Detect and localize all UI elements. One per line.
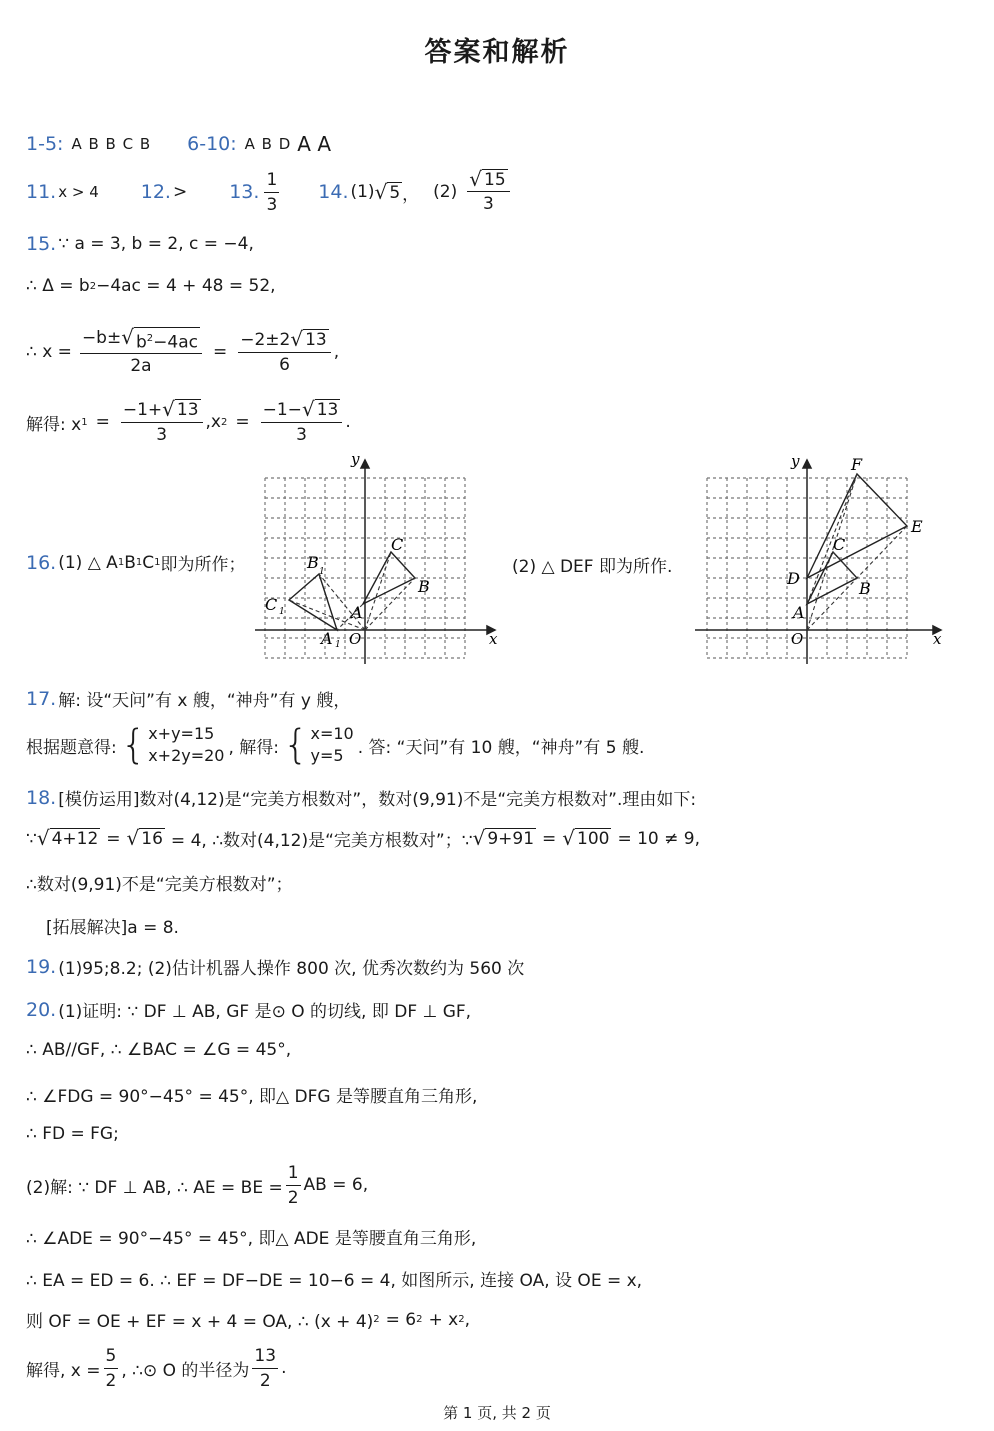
- numerator: −b± √ $b^2-4ac$: [80, 326, 202, 355]
- denominator: 2a: [130, 356, 152, 377]
- subscript: 2: [221, 416, 228, 428]
- point-label-c: C: [833, 535, 846, 554]
- punctuation: ,: [333, 342, 340, 362]
- fraction: [286, 1161, 301, 1210]
- answers-choice: [26, 132, 331, 156]
- axes: [255, 460, 495, 664]
- solution-text: 则 OF = OE + EF = x + 4 = OA, ∴ (x + 4): [26, 1312, 374, 1332]
- question-number: 19.: [26, 955, 57, 978]
- solution-text: ∵ a = 3, b = 2, c = −4,: [58, 234, 254, 254]
- q20-line8: [26, 1307, 470, 1332]
- question-number: 18.: [26, 786, 57, 809]
- equals: =: [542, 828, 557, 849]
- subscript: 1: [154, 557, 161, 568]
- subscript: 1: [319, 567, 325, 577]
- part-label: (2): [433, 182, 458, 202]
- point-label-f: F: [851, 455, 863, 474]
- exponent: 2: [416, 1314, 423, 1325]
- solution-text: ∵: [26, 828, 37, 849]
- q20-line5: [26, 1160, 368, 1210]
- solution-text: C: [142, 552, 155, 573]
- denominator: 3: [483, 194, 494, 214]
- question-number: 20.: [26, 998, 57, 1021]
- equation: x+2y=20: [148, 746, 225, 765]
- equals: =: [95, 412, 110, 432]
- square-root: √ 9+91: [472, 826, 535, 850]
- denominator: 2: [105, 1370, 117, 1391]
- point-label-e: E: [911, 517, 923, 536]
- question-number: 15.: [26, 233, 57, 255]
- q20-line4: [26, 1124, 119, 1144]
- axis-label-y: y: [791, 452, 800, 470]
- fraction: [264, 168, 279, 217]
- solution-text: = 6: [385, 1309, 417, 1330]
- q15-line4: [26, 394, 351, 450]
- question-number: 11.: [26, 181, 57, 203]
- fraction: [121, 398, 203, 447]
- solution-text: = 4, ∴数对(4,12)是“完美方根数对”；∵: [170, 831, 473, 851]
- page-footer: 第 1 页, 共 2 页: [443, 1404, 551, 1422]
- equation: y=5: [310, 746, 344, 765]
- numerator: 5: [104, 1344, 119, 1369]
- solution-text: ∴数对(9,91)不是“完美方根数对”；: [26, 875, 293, 895]
- fraction: [104, 1344, 119, 1393]
- equation: x=10: [310, 724, 354, 743]
- equals: =: [106, 828, 121, 849]
- solution-text: (1)证明: ∵ DF ⊥ AB, GF 是⊙ O 的切线, 即 DF ⊥ GF,: [58, 1002, 472, 1022]
- solution-text: 解得: x: [26, 414, 82, 435]
- fraction: [467, 168, 509, 216]
- answer-text: >: [172, 182, 188, 202]
- punctuation: ，: [402, 184, 420, 205]
- solution-text: + x: [428, 1309, 459, 1330]
- numerator: −2±2 √ 13: [238, 328, 331, 353]
- question-number: 12.: [140, 181, 171, 203]
- punctuation: .: [281, 1358, 287, 1378]
- solution-text: (2) △ DEF 即为所作.: [512, 557, 673, 577]
- solution-text: (2)解: ∵ DF ⊥ AB, ∴ AE = BE =: [26, 1177, 283, 1198]
- square-root: √ 5: [374, 179, 401, 204]
- solution-text: ,x: [205, 412, 221, 432]
- fraction: [238, 328, 331, 377]
- triangle-abc: [363, 552, 415, 604]
- denominator: 2: [287, 1187, 299, 1208]
- origin-label: O: [349, 630, 362, 648]
- solution-text: = 10 ≠ 9,: [617, 828, 701, 849]
- question-number: 14.: [318, 181, 349, 203]
- solution-text: 解得, x =: [26, 1360, 101, 1381]
- fraction: [261, 398, 343, 447]
- equals: =: [212, 342, 228, 362]
- q15-line2: [26, 276, 276, 296]
- origin-label: O: [791, 630, 804, 648]
- q16-part2: [512, 552, 672, 577]
- page-title: 答案和解析: [424, 37, 570, 68]
- numerator: −1+ √ 13: [121, 398, 203, 423]
- question-number: 13.: [229, 181, 260, 203]
- triangle-a1b1c1: [289, 574, 337, 630]
- solution-system: { x=10 y=5: [283, 722, 354, 768]
- q17-line1: [26, 686, 350, 711]
- solution-text: 根据题意得:: [26, 737, 117, 758]
- answer-text: A B B C B: [71, 135, 152, 153]
- subscript: 1: [335, 640, 341, 650]
- q20-line3: [26, 1082, 477, 1107]
- solution-text: . 答: “天问”有 10 艘，“神舟”有 5 艘.: [357, 737, 645, 758]
- answers-fill: [26, 168, 513, 216]
- answer-text: A A: [297, 132, 332, 156]
- solution-text: AB = 6,: [303, 1175, 369, 1195]
- solution-text: ∴ x =: [26, 342, 72, 362]
- denominator: 3: [156, 424, 168, 445]
- q17-line2: [26, 722, 644, 768]
- point-label-b1: B: [307, 553, 319, 572]
- denominator: 6: [279, 354, 290, 375]
- punctuation: ,: [464, 1309, 470, 1330]
- q19-line: [26, 954, 524, 979]
- q18-line1: [26, 785, 696, 810]
- point-label-d: D: [787, 569, 800, 588]
- q20-line9: [26, 1343, 286, 1393]
- answer-text: A B D: [244, 135, 292, 153]
- solution-text: ∴ FD = FG;: [26, 1124, 119, 1144]
- radicand: 5: [389, 182, 401, 203]
- solution-text: ∴ ∠ADE = 90°−45° = 45°, 即△ ADE 是等腰直角三角形,: [26, 1229, 477, 1249]
- point-label-c: C: [391, 535, 404, 554]
- q18-line2: [26, 826, 700, 851]
- equation: x+y=15: [148, 724, 215, 743]
- q16-part1: [26, 550, 245, 575]
- denominator: 3: [266, 194, 278, 215]
- subscript: 1: [81, 416, 88, 428]
- solution-text: B: [124, 552, 136, 573]
- axis-label-x: x: [489, 630, 498, 648]
- point-label-b: B: [418, 577, 430, 596]
- solution-text: ∴ ∠FDG = 90°−45° = 45°, 即△ DFG 是等腰直角三角形,: [26, 1087, 478, 1107]
- q15-line3: [26, 324, 339, 380]
- solution-text: , ∴⊙ O 的半径为: [121, 1360, 250, 1381]
- solution-text: , 解得:: [228, 737, 280, 758]
- solution-text: ∴ Δ = b: [26, 276, 90, 296]
- q20-line7: [26, 1266, 642, 1291]
- q20-line2: [26, 1040, 291, 1060]
- subscript: 1: [117, 557, 125, 568]
- exponent: 2: [89, 280, 97, 292]
- point-label-a: A: [793, 603, 805, 622]
- radicand: 16: [141, 829, 163, 849]
- equals: =: [235, 412, 250, 432]
- point-label-c1: C: [265, 595, 278, 614]
- square-root: √ 16: [126, 826, 163, 850]
- punctuation: .: [345, 412, 351, 432]
- exponent: 2: [458, 1314, 465, 1325]
- radicand: 4+12: [51, 829, 99, 849]
- q15-line1: [26, 233, 254, 255]
- question-number: 1-5:: [26, 133, 64, 155]
- axis-label-x: x: [933, 630, 942, 648]
- question-number: 17.: [26, 687, 57, 710]
- figure-2-grid: [695, 452, 950, 667]
- subscript: 1: [135, 557, 143, 568]
- triangle-abc: [807, 552, 857, 604]
- radicand: 100: [577, 829, 610, 849]
- numerator: 13: [252, 1344, 278, 1369]
- denominator: 2: [259, 1370, 271, 1391]
- solution-text: (1)95;8.2; (2)估计机器人操作 800 次, 优秀次数约为 560 次: [58, 959, 525, 979]
- answer-text: x > 4: [58, 183, 99, 201]
- solution-text: 即为所作；: [160, 555, 246, 575]
- fraction: [252, 1344, 278, 1393]
- q18-line4: [46, 913, 179, 938]
- numerator: −1− √ 13: [261, 398, 343, 423]
- question-number: 6-10:: [187, 133, 237, 155]
- q20-line6: [26, 1224, 476, 1249]
- solution-text: 解: 设“天问”有 x 艘，“神舟”有 y 艘，: [58, 691, 351, 711]
- numerator: √ 15: [467, 168, 509, 192]
- axes: [695, 460, 941, 664]
- question-number: 16.: [26, 551, 57, 574]
- numerator: 1: [286, 1161, 301, 1186]
- radicand: 9+91: [487, 829, 535, 849]
- solution-text: ∴ EA = ED = 6. ∴ EF = DF−DE = 10−6 = 4, 如图所示, 连接 OA, 设 OE = x,: [26, 1271, 643, 1291]
- square-root: √ 100: [562, 826, 610, 850]
- point-label-a1: A: [321, 629, 333, 648]
- equation-system: { x+y=15 x+2y=20: [120, 722, 225, 768]
- q20-line1: [26, 997, 471, 1022]
- point-label-a: A: [351, 603, 363, 622]
- denominator: 3: [296, 424, 307, 445]
- subscript: 1: [279, 607, 285, 617]
- solution-text: [模仿运用]数对(4,12)是“完美方根数对”，数对(9,91)不是“完美方根数对”.理由如下:: [58, 790, 697, 810]
- solution-text: (1) △ A: [58, 552, 118, 573]
- part-label: (1): [350, 182, 375, 202]
- square-root: √ 4+12: [36, 826, 99, 850]
- exponent: 2: [373, 1314, 380, 1325]
- solution-text: [拓展解决]a = 8.: [46, 918, 179, 938]
- axis-label-y: y: [351, 452, 360, 468]
- radicand: 15: [484, 170, 506, 190]
- triangle-def: [807, 474, 907, 578]
- solution-text: −4ac = 4 + 48 = 52,: [96, 276, 276, 296]
- figure-1-grid: [255, 452, 505, 667]
- fraction: [80, 326, 202, 379]
- point-label-b: B: [859, 579, 871, 598]
- solution-text: ∴ AB//GF, ∴ ∠BAC = ∠G = 45°,: [26, 1040, 292, 1060]
- numerator: 1: [264, 168, 279, 193]
- q18-line3: [26, 870, 293, 895]
